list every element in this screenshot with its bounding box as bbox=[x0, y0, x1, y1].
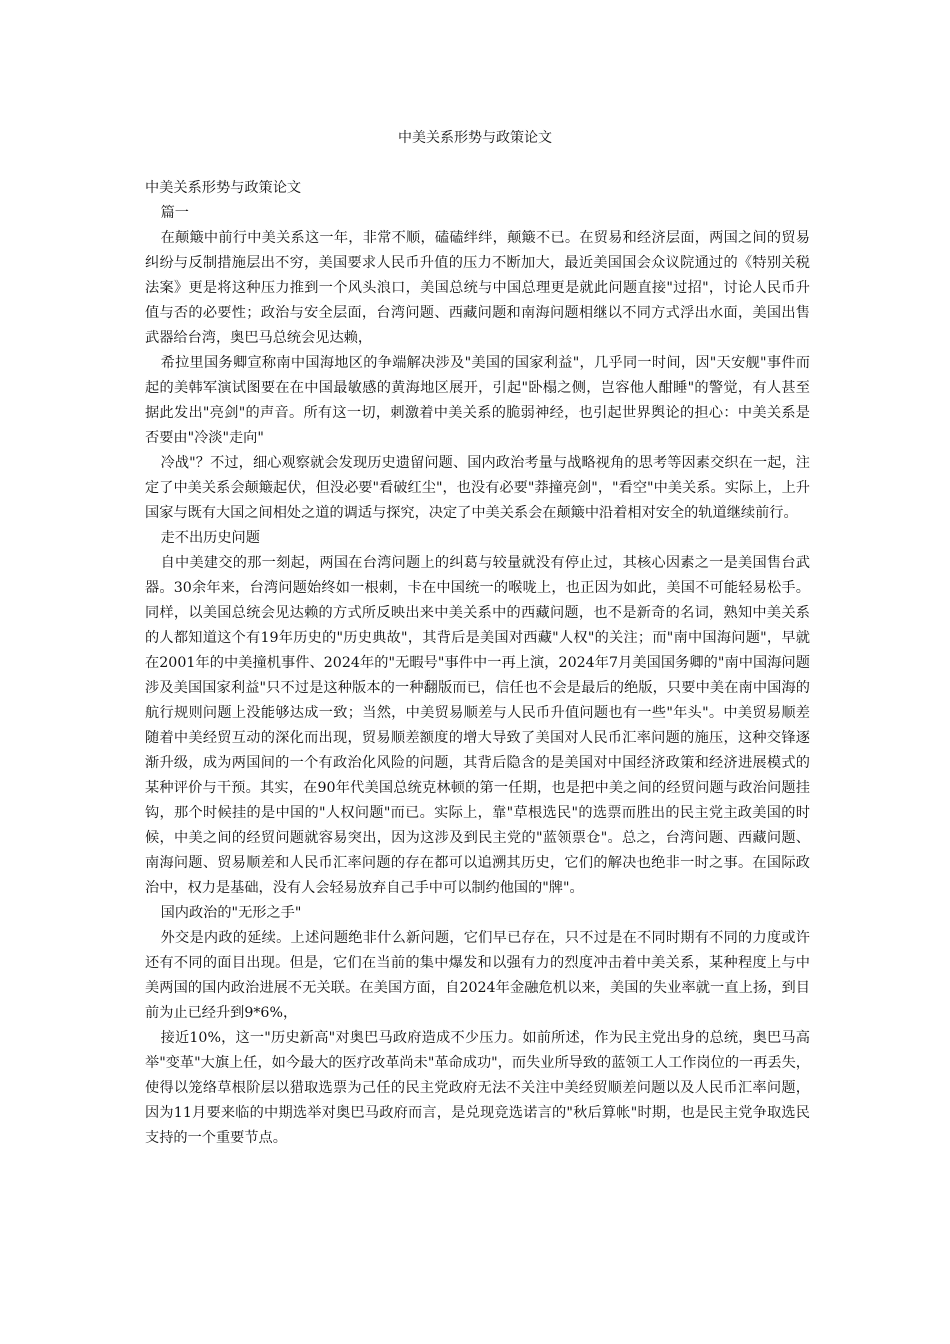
intro-paragraph: 希拉里国务卿宣称南中国海地区的争端解决涉及"美国的国家利益"，几乎同一时间，因"天安舰"事件而起的美韩军演试图要在在中国最敏感的黄海地区展开，引起"卧榻之侧，岂容他人酣睡"的警觉，有人甚至据此发出"亮剑"的声音。所有这一切，刺激着中美关系的脆弱神经，也引起世界舆论的担心：中美关系是否要由"冷淡"走向" bbox=[145, 355, 810, 446]
section-heading-history: 走不出历史问题 bbox=[160, 530, 260, 546]
document-body bbox=[145, 176, 810, 1151]
intro-paragraph: 冷战"？不过，细心观察就会发现历史遗留问题、国内政治考量与战略视角的思考等因素交织在一起，注定了中美关系会颠簸起伏，但没必要"看破红尘"，也没有必要"莽撞亮剑"，"看空"中美关系。实际上，上升国家与既有大国之间相处之道的调适与探究，决定了中美关系会在颠簸中沿着相对安全的轨道继续前行。 bbox=[145, 455, 810, 521]
section-paragraph: 接近10%，这一"历史新高"对奥巴马政府造成不少压力。如前所述，作为民主党出身的总统，奥巴马高举"变革"大旗上任，如今最大的医疗改革尚未"革命成功"，而失业所导致的蓝领工人工作岗位的一再丢失，使得以笼络草根阶层以猎取选票为己任的民主党政府无法不关注中美经贸顺差问题以及人民币汇率问题，因为11月要来临的中期选举对奥巴马政府而言，是兑现竞选诺言的"秋后算帐"时期，也是民主党争取选民支持的一个重要节点。 bbox=[145, 1030, 810, 1146]
document-title: 中美关系形势与政策论文 bbox=[398, 130, 552, 146]
section-paragraph: 自中美建交的那一刻起，两国在台湾问题上的纠葛与较量就没有停止过，其核心因素之一是美国售台武器。30余年来，台湾问题始终如一根刺，卡在中国统一的喉咙上，也正因为如此，美国不可能轻易松手。同样，以美国总统会见达赖的方式所反映出来中美关系中的西藏问题，也不是新奇的名词，熟知中美关系的人都知道这个有19年历史的"历史典故"，其背后是美国对西藏"人权"的关注；而"南中国海问题"，早就在2001年的中美撞机事件、2024年的"无暇号"事件中一再上演，2024年7月美国国务卿的"南中国海问题涉及美国国家利益"只不过是这种版本的一种翻版而已，信任也不会是最后的绝版，只要中美在南中国海的航行规则问题上没能够达成一致；当然，中美贸易顺差与人民币升值问题也有一些"年头"。中美贸易顺差随着中美经贸互动的深化而出现，贸易顺差额度的增大导致了美国对人民币汇率问题的施压，这种交锋逐渐升级，成为两国间的一个有政治化风险的问题，其背后隐含的是美国对中国经济政策和经济进展模式的某种评价与干预。其实，在90年代美国总统克林顿的第一任期，也是把中美之间的经贸问题与政治问题挂钩，那个时候挂的是中国的"人权问题"而已。实际上，靠"草根选民"的选票而胜出的民主党主政美国的时候，中美之间的经贸问题就容易突出，因为这涉及到民主党的"蓝领票仓"。总之，台湾问题、西藏问题、南海问题、贸易顺差和人民币汇率问题的存在都可以追溯其历史，它们的解决也绝非一时之事。在国际政治中，权力是基础，没有人会轻易放弃自己手中可以制约他国的"牌"。 bbox=[145, 555, 810, 896]
intro-paragraph: 在颠簸中前行中美关系这一年，非常不顺，磕磕绊绊，颠簸不已。在贸易和经济层面，两国之间的贸易纠纷与反制措施层出不穷，美国要求人民币升值的压力不断加大，最近美国国会众议院通过的《特别关税法案》更是将这种压力推到一个风头浪口，美国总统与中国总理更是就此问题直接"过招"，讨论人民币升值与否的必要性；政治与安全层面，台湾问题、西藏问题和南海问题相继以不同方式浮出水面，美国出售武器给台湾，奥巴马总统会见达赖， bbox=[145, 230, 810, 346]
part-label: 篇一 bbox=[160, 205, 189, 221]
article-heading: 中美关系形势与政策论文 bbox=[145, 180, 302, 196]
section-paragraph: 外交是内政的延续。上述问题绝非什么新问题，它们早已存在，只不过是在不同时期有不同的力度或许还有不同的面目出现。但是，它们在当前的集中爆发和以强有力的烈度冲击着中美关系，某种程度上与中美两国的国内政治进展不无关联。在美国方面，自2024年金融危机以来，美国的失业率就一直上扬，到目前为止已经升到9*6%， bbox=[145, 930, 810, 1021]
section-heading-domestic-politics: 国内政治的"无形之手" bbox=[160, 905, 302, 921]
